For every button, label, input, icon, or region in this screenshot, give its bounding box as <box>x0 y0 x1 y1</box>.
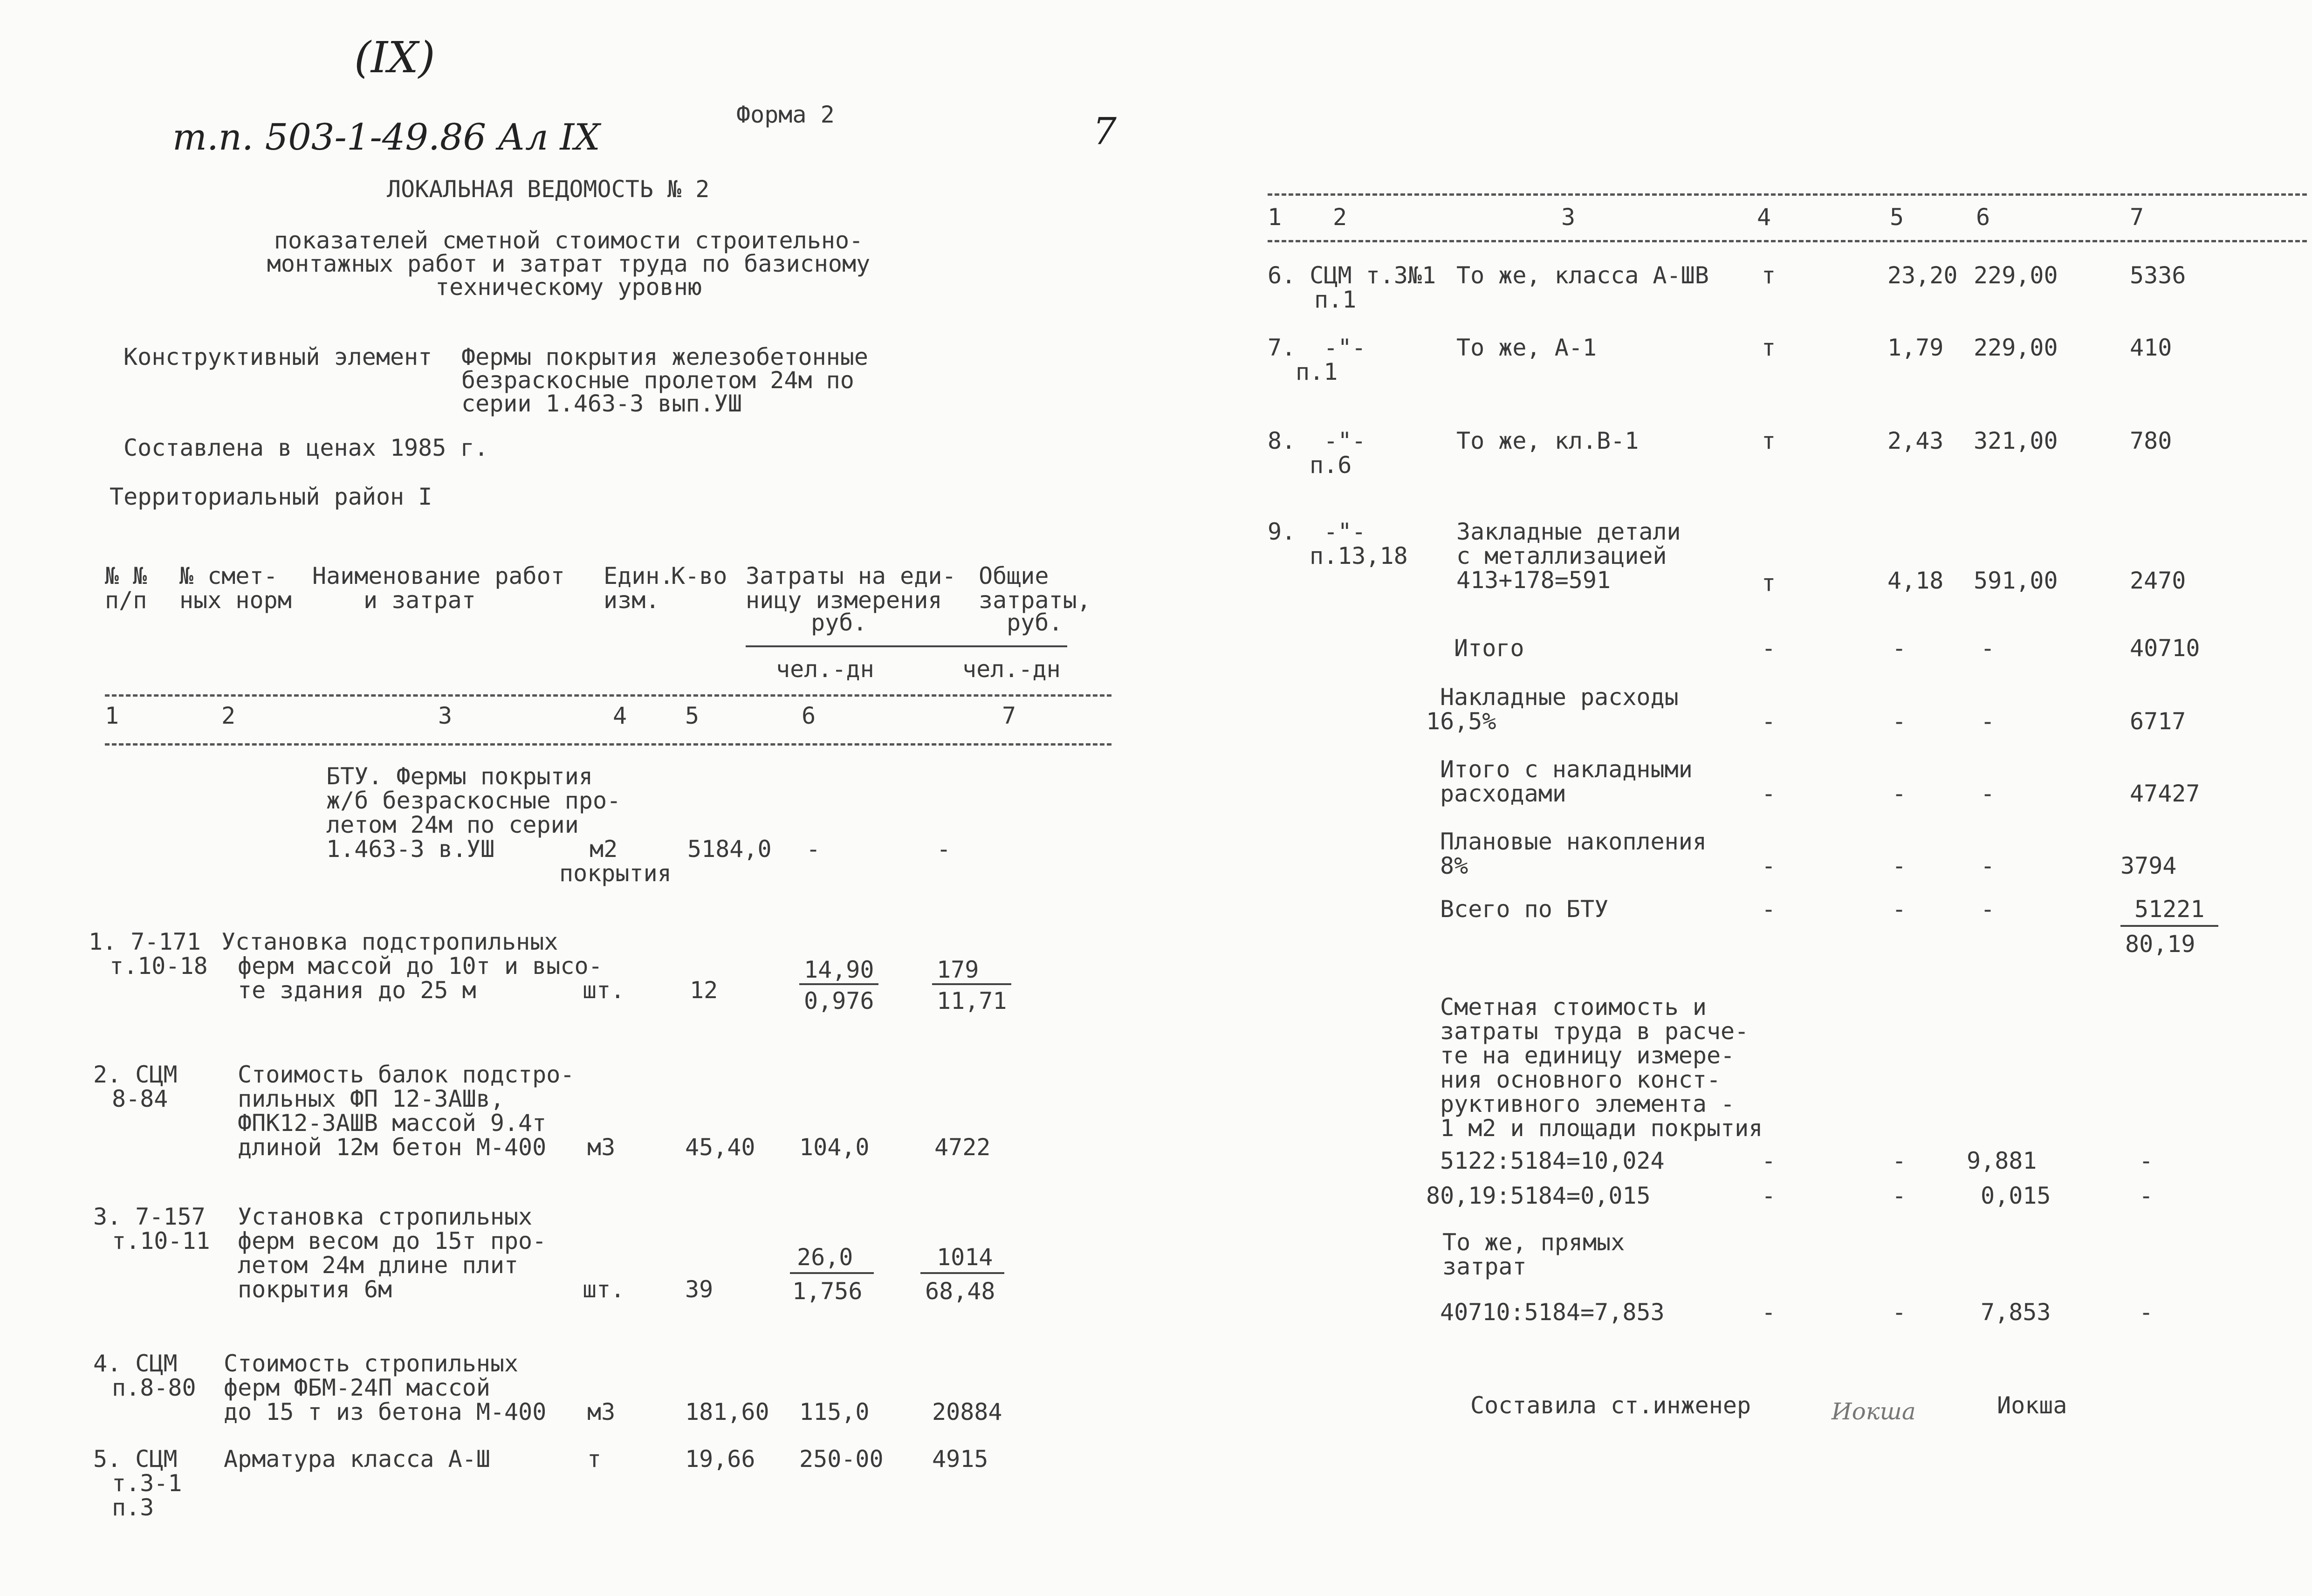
row5-unit: т <box>587 1445 602 1473</box>
calc-1-c4: - <box>1762 1147 1776 1174</box>
grand-total-c5: - <box>1892 896 1907 923</box>
grand-total-c6: - <box>1981 896 1995 923</box>
row7-no-2: п.1 <box>1296 358 1338 385</box>
col-num-3: 3 <box>438 702 453 729</box>
calc-2-c7: - <box>2139 1182 2154 1209</box>
subtitle-line-2: монтажных работ и затрат труда по базисному <box>267 250 871 277</box>
fraction-line <box>932 983 1011 985</box>
element-text-1: Фермы покрытия железобетонные <box>461 343 868 370</box>
planned-c4: - <box>1762 852 1776 879</box>
calc-3-c5: - <box>1892 1299 1907 1326</box>
fraction-line <box>790 1272 874 1274</box>
signature: Иокша <box>1832 1398 1916 1425</box>
row3-name-3: летом 24м длине плит <box>238 1252 519 1279</box>
planned-c7: 3794 <box>2120 852 2177 879</box>
row8-no-2: п.6 <box>1310 452 1352 479</box>
element-label: Конструктивный элемент <box>123 343 432 370</box>
calc-3-c6: 7,853 <box>1981 1299 2051 1326</box>
row2-name-1: Стоимость балок подстро- <box>238 1061 575 1088</box>
col-header-7c: руб. <box>1007 609 1063 636</box>
row9-c6: 591,00 <box>1974 567 2058 594</box>
col-header-4b: изм. <box>604 587 660 614</box>
header-rule <box>746 645 1067 647</box>
btu-name-3: летом 24м по серии <box>326 811 579 838</box>
total-overhead-c6: - <box>1981 780 1995 807</box>
row1-unit: шт. <box>583 977 625 1004</box>
right-col-num-2: 2 <box>1333 204 1347 231</box>
calc-1: 5122:5184=10,024 <box>1440 1147 1665 1174</box>
row4-no-1: 4. СЦМ <box>93 1350 178 1377</box>
grand-total-label: Всего по БТУ <box>1440 896 1609 923</box>
row7-qty: 1,79 <box>1887 334 1944 361</box>
col-sub-7: чел.-дн <box>962 656 1061 683</box>
row8-no-1: 8. -"- <box>1268 427 1366 454</box>
row4-unit: м3 <box>587 1398 616 1425</box>
row4-name-1: Стоимость стропильных <box>224 1350 519 1377</box>
col-num-1: 1 <box>105 702 119 729</box>
region-note: Территориальный район I <box>110 483 432 510</box>
row2-unit: м3 <box>587 1134 616 1161</box>
col-header-2b: ных норм <box>179 587 292 614</box>
planned-c5: - <box>1892 852 1907 879</box>
row3-c6-top: 26,0 <box>797 1244 853 1271</box>
row1-no-2: т.10-18 <box>110 952 208 980</box>
overhead-label-1: Накладные расходы <box>1440 684 1679 711</box>
overhead-c7: 6717 <box>2130 708 2186 735</box>
col-header-3b: и затрат <box>364 587 476 614</box>
row4-no-2: п.8-80 <box>112 1374 196 1401</box>
row4-qty: 181,60 <box>685 1398 769 1425</box>
document-title: ЛОКАЛЬНАЯ ВЕДОМОСТЬ № 2 <box>387 176 710 203</box>
dashed-rule <box>105 743 1111 746</box>
row8-qty: 2,43 <box>1887 427 1944 454</box>
compiled-by: Составила ст.инженер <box>1470 1392 1751 1419</box>
total-overhead-c7: 47427 <box>2130 780 2200 807</box>
row7-no-1: 7. -"- <box>1268 334 1366 361</box>
col-header-4a: Един. <box>604 562 674 589</box>
col-num-7: 7 <box>1002 702 1016 729</box>
row3-c6-bottom: 1,756 <box>792 1278 863 1305</box>
btu-unit-2: покрытия <box>559 860 672 887</box>
row6-no-1: 6. СЦМ т.3№1 <box>1268 262 1436 289</box>
calc-3-c7: - <box>2139 1299 2154 1326</box>
calc-2-c5: - <box>1892 1182 1907 1209</box>
col-header-7a: Общие <box>979 562 1049 589</box>
row1-c7-bottom: 11,71 <box>937 987 1007 1014</box>
row2-name-4: длиной 12м бетон М-400 <box>238 1134 547 1161</box>
dashed-rule <box>1268 193 2307 196</box>
grand-total-c7-top: 51221 <box>2134 896 2205 923</box>
overhead-c4: - <box>1762 708 1776 735</box>
row6-name: То же, класса А-ШВ <box>1456 262 1709 289</box>
row7-name: То же, А-1 <box>1456 334 1597 361</box>
btu-qty: 5184,0 <box>687 836 772 863</box>
right-col-num-1: 1 <box>1268 204 1282 231</box>
total-overhead-label-2: расходами <box>1440 780 1566 807</box>
row5-c7: 4915 <box>932 1445 988 1473</box>
row2-qty: 45,40 <box>685 1134 755 1161</box>
row9-c7: 2470 <box>2130 567 2186 594</box>
row1-c7-top: 179 <box>937 956 979 983</box>
unit-cost-text-1: Сметная стоимость и <box>1440 993 1707 1021</box>
direct-costs-2: затрат <box>1442 1253 1527 1280</box>
row1-c6-top: 14,90 <box>804 956 874 983</box>
row7-c7: 410 <box>2130 334 2172 361</box>
row3-name-1: Установка стропильных <box>238 1203 533 1230</box>
col-num-6: 6 <box>802 702 816 729</box>
grand-total-c4: - <box>1762 896 1776 923</box>
row4-c6: 115,0 <box>799 1398 870 1425</box>
overhead-c6: - <box>1981 708 1995 735</box>
grand-total-c7-bottom: 80,19 <box>2125 931 2195 958</box>
row9-no-1: 9. -"- <box>1268 518 1366 545</box>
fraction-line <box>799 983 878 985</box>
total-overhead-c4: - <box>1762 780 1776 807</box>
right-col-num-5: 5 <box>1890 204 1904 231</box>
btu-name-2: ж/б безраскосные про- <box>326 787 621 814</box>
form-label: Форма 2 <box>736 101 835 128</box>
unit-cost-text-6: 1 м2 и площади покрытия <box>1440 1115 1763 1142</box>
col-num-2: 2 <box>221 702 236 729</box>
col-header-3a: Наименование работ <box>312 562 565 589</box>
row2-name-3: ФПК12-3АШВ массой 9.4т <box>238 1110 547 1137</box>
row4-c7: 20884 <box>932 1398 1002 1425</box>
unit-cost-text-4: ния основного конст- <box>1440 1066 1721 1093</box>
row1-name-1: Установка подстропильных <box>221 928 558 955</box>
row8-c6: 321,00 <box>1974 427 2058 454</box>
row1-no-1: 1. 7-171 <box>89 928 201 955</box>
row8-unit: т <box>1762 427 1776 454</box>
calc-1-c7: - <box>2139 1147 2154 1174</box>
row8-c7: 780 <box>2130 427 2172 454</box>
total-overhead-c5: - <box>1892 780 1907 807</box>
col-sub-6: чел.-дн <box>776 656 874 683</box>
row5-no-3: п.3 <box>112 1494 154 1521</box>
subtitle-line-3: техническому уровню <box>435 274 702 301</box>
col-header-6c: руб. <box>811 609 867 636</box>
prices-note: Составлена в ценах 1985 г. <box>123 434 488 461</box>
btu-unit-1: м2 <box>590 836 618 863</box>
dashed-rule <box>105 694 1111 697</box>
row2-c6: 104,0 <box>799 1134 870 1161</box>
btu-c6: - <box>806 836 821 863</box>
planned-label-1: Плановые накопления <box>1440 828 1707 855</box>
col-header-2a: № смет- <box>179 562 278 589</box>
element-text-3: серии 1.463-3 вып.УШ <box>461 390 742 417</box>
row3-no-1: 3. 7-157 <box>93 1203 206 1230</box>
planned-c6: - <box>1981 852 1995 879</box>
row3-name-4: покрытия 6м <box>238 1276 392 1303</box>
btu-c7: - <box>937 836 951 863</box>
row5-no-2: т.3-1 <box>112 1470 182 1497</box>
right-col-num-4: 4 <box>1757 204 1771 231</box>
total-overhead-label-1: Итого с накладными <box>1440 756 1693 783</box>
direct-costs-1: То же, прямых <box>1442 1229 1625 1256</box>
row9-unit: т <box>1762 569 1776 596</box>
row9-name-3: 413+178=591 <box>1456 567 1611 594</box>
row4-name-3: до 15 т из бетона М-400 <box>224 1398 547 1425</box>
row5-no-1: 5. СЦМ <box>93 1445 178 1473</box>
row2-no-2: 8-84 <box>112 1085 168 1112</box>
dashed-rule <box>1268 240 2307 242</box>
col-header-1b: п/п <box>105 587 147 614</box>
row6-c7: 5336 <box>2130 262 2186 289</box>
row9-name-2: с металлизацией <box>1456 542 1667 569</box>
total-c7: 40710 <box>2130 635 2200 662</box>
row1-c6-bottom: 0,976 <box>804 987 874 1014</box>
right-col-num-7: 7 <box>2130 204 2144 231</box>
btu-name-4: 1.463-3 в.УШ <box>326 836 495 863</box>
row6-qty: 23,20 <box>1887 262 1958 289</box>
col-header-1a: № № <box>105 562 147 589</box>
row4-name-2: ферм ФБМ-24П массой <box>224 1374 490 1401</box>
fraction-line <box>920 1272 1004 1274</box>
row9-name-1: Закладные детали <box>1456 518 1681 545</box>
compiler-name: Иокша <box>1997 1392 2067 1419</box>
row3-c7-top: 1014 <box>937 1244 993 1271</box>
row6-no-2: п.1 <box>1314 286 1357 313</box>
row7-unit: т <box>1762 334 1776 361</box>
btu-name-1: БТУ. Фермы покрытия <box>326 763 593 790</box>
col-header-7b: затраты, <box>979 587 1091 614</box>
row6-unit: т <box>1762 262 1776 289</box>
calc-2-c6: 0,015 <box>1981 1182 2051 1209</box>
row2-no-1: 2. СЦМ <box>93 1061 178 1088</box>
row3-name-2: ферм весом до 15т про- <box>238 1227 547 1254</box>
row1-name-3: те здания до 25 м <box>238 977 476 1004</box>
row2-name-2: пильных ФП 12-3АШв, <box>238 1085 504 1112</box>
row9-qty: 4,18 <box>1887 567 1944 594</box>
row3-no-2: т.10-11 <box>112 1227 210 1254</box>
row3-unit: шт. <box>583 1276 625 1303</box>
row3-qty: 39 <box>685 1276 713 1303</box>
calc-1-c6: 9,881 <box>1967 1147 2037 1174</box>
sheet-mark: (IX) <box>354 33 435 82</box>
row2-c7: 4722 <box>934 1134 991 1161</box>
calc-2: 80,19:5184=0,015 <box>1426 1182 1651 1209</box>
overhead-label-2: 16,5% <box>1426 708 1496 735</box>
calc-3-c4: - <box>1762 1299 1776 1326</box>
overhead-c5: - <box>1892 708 1907 735</box>
row8-name: То же, кл.В-1 <box>1456 427 1639 454</box>
row7-c6: 229,00 <box>1974 334 2058 361</box>
page-number: 7 <box>1093 110 1117 153</box>
total-label: Итого <box>1454 635 1524 662</box>
row9-no-2: п.13,18 <box>1310 542 1408 569</box>
calc-2-c4: - <box>1762 1182 1776 1209</box>
col-num-5: 5 <box>685 702 700 729</box>
calc-1-c5: - <box>1892 1147 1907 1174</box>
col-header-6b: ницу измерения <box>746 587 942 614</box>
document-code: т.п. 503-1-49.86 Ал IX <box>172 116 600 158</box>
row6-c6: 229,00 <box>1974 262 2058 289</box>
col-header-6a: Затраты на еди- <box>746 562 956 589</box>
subtitle-line-1: показателей сметной стоимости строительно- <box>274 227 864 254</box>
row5-qty: 19,66 <box>685 1445 755 1473</box>
unit-cost-text-3: те на единицу измере- <box>1440 1042 1735 1069</box>
element-text-2: безраскосные пролетом 24м по <box>461 367 854 394</box>
row3-c7-bottom: 68,48 <box>925 1278 995 1305</box>
total-c5: - <box>1892 635 1907 662</box>
unit-cost-text-2: затраты труда в расче- <box>1440 1018 1749 1045</box>
col-header-5: К-во <box>671 562 727 589</box>
calc-3: 40710:5184=7,853 <box>1440 1299 1665 1326</box>
row1-qty: 12 <box>690 977 718 1004</box>
right-col-num-6: 6 <box>1976 204 1990 231</box>
total-c4: - <box>1762 635 1776 662</box>
row5-name: Арматура класса А-Ш <box>224 1445 490 1473</box>
unit-cost-text-5: руктивного элемента - <box>1440 1090 1735 1117</box>
fraction-line <box>2120 925 2218 927</box>
row1-name-2: ферм массой до 10т и высо- <box>238 952 603 980</box>
col-num-4: 4 <box>613 702 627 729</box>
planned-label-2: 8% <box>1440 852 1468 879</box>
total-c6: - <box>1981 635 1995 662</box>
right-col-num-3: 3 <box>1561 204 1576 231</box>
row5-c6: 250-00 <box>799 1445 884 1473</box>
